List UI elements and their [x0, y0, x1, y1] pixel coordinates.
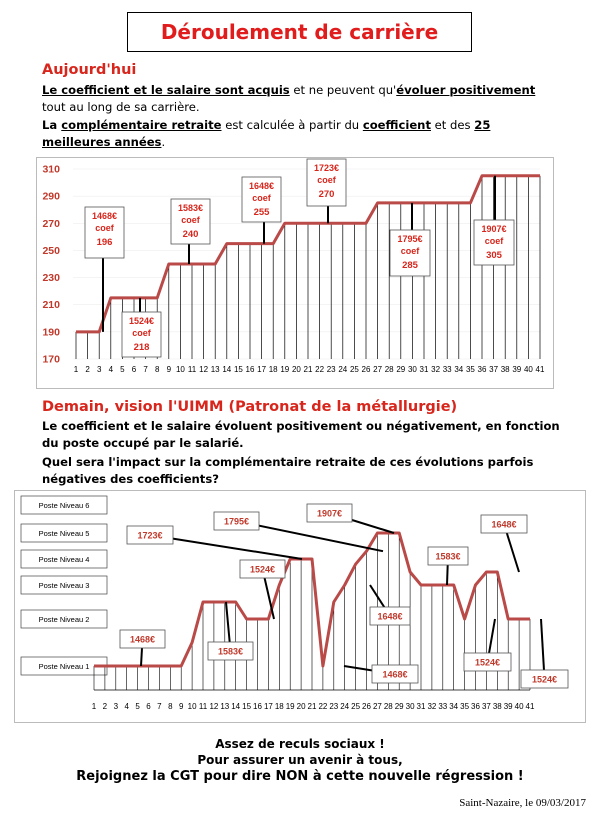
callout-coef-value: 240	[182, 229, 199, 240]
section2-paragraph2: Quel sera l'impact sur la complémentaire retraite de ces évolutions parfois négatives des coefficients?	[42, 455, 534, 486]
x-tick-label: 36	[471, 702, 480, 711]
callout-salary: 1524€	[531, 674, 558, 685]
x-tick-label: 10	[175, 365, 185, 374]
x-tick-label: 18	[274, 702, 284, 711]
x-tick-label: 12	[199, 365, 209, 374]
callout-coef-label: coef	[95, 223, 114, 233]
callout-salary: 1648€	[248, 181, 275, 191]
callout-salary: 1795€	[223, 516, 250, 527]
x-tick-label: 16	[245, 365, 255, 374]
signature: Saint-Nazaire, le 09/03/2017	[459, 797, 586, 809]
footer-line2: Pour assurer un avenir à tous,	[197, 753, 403, 767]
footer-line3: Rejoignez la CGT pour dire NON à cette nouvelle régression !	[76, 769, 524, 784]
callout-coef-label: coef	[252, 193, 271, 203]
y-tick-label: 210	[42, 299, 60, 312]
x-tick-label: 29	[396, 365, 406, 374]
x-tick-label: 41	[525, 702, 535, 711]
x-tick-label: 21	[303, 365, 313, 374]
x-tick-label: 23	[326, 365, 336, 374]
callout-salary: 1468€	[382, 669, 408, 680]
p1-text2: tout au long de sa carrière.	[42, 100, 200, 114]
callout-salary: 1524€	[249, 564, 276, 575]
x-tick-label: 29	[394, 702, 404, 711]
callout-salary: 1795€	[397, 234, 423, 244]
x-tick-label: 19	[285, 702, 295, 711]
x-tick-label: 14	[222, 365, 232, 374]
x-tick-label: 4	[108, 365, 114, 374]
x-tick-label: 37	[489, 365, 499, 374]
x-tick-label: 10	[187, 702, 197, 711]
callout-salary: 1583€	[217, 646, 244, 657]
level-label: Poste Niveau 4	[38, 555, 90, 564]
x-tick-label: 35	[460, 702, 470, 711]
callout-salary: 1524€	[474, 657, 501, 668]
x-tick-label: 24	[340, 702, 350, 711]
level-label: Poste Niveau 3	[38, 581, 90, 590]
callout-coef-value: 305	[486, 250, 502, 261]
x-tick-label: 13	[210, 365, 220, 374]
callout-salary: 1723€	[313, 163, 340, 173]
x-tick-label: 31	[416, 702, 426, 711]
x-tick-label: 33	[438, 702, 448, 711]
x-tick-label: 35	[465, 365, 475, 374]
x-tick-label: 19	[280, 365, 290, 374]
callout-coef-value: 285	[402, 260, 418, 271]
x-tick-label: 22	[318, 702, 328, 711]
x-tick-label: 27	[373, 365, 383, 374]
p2-text4: .	[161, 135, 166, 149]
x-tick-label: 38	[492, 702, 502, 711]
y-tick-label: 290	[42, 190, 60, 203]
x-tick-label: 34	[449, 702, 459, 711]
p1-underline2: évoluer positivement	[396, 83, 536, 97]
x-tick-label: 6	[131, 365, 137, 374]
y-tick-label: 250	[42, 244, 60, 257]
x-tick-label: 23	[329, 702, 339, 711]
callout-coef-value: 196	[96, 237, 113, 248]
x-tick-label: 1	[91, 702, 97, 711]
x-tick-label: 30	[407, 365, 417, 374]
x-tick-label: 12	[209, 702, 219, 711]
x-tick-label: 17	[257, 365, 267, 374]
x-tick-label: 32	[431, 365, 441, 374]
callout-salary: 1723€	[137, 530, 163, 541]
x-tick-label: 16	[253, 702, 262, 711]
x-tick-label: 33	[442, 365, 452, 374]
level-label: Poste Niveau 1	[38, 662, 90, 671]
x-tick-label: 39	[503, 702, 513, 711]
p2-text2: est calculée à partir du	[221, 118, 363, 132]
x-tick-label: 40	[514, 702, 524, 711]
x-tick-label: 27	[372, 702, 382, 711]
callout-salary: 1648€	[491, 519, 517, 530]
x-tick-label: 3	[113, 702, 119, 711]
y-tick-label: 310	[42, 163, 60, 176]
x-tick-label: 37	[481, 702, 491, 711]
x-tick-label: 3	[96, 365, 102, 374]
page-title: Déroulement de carrière	[160, 20, 439, 44]
x-tick-label: 40	[523, 365, 533, 374]
y-tick-label: 270	[42, 217, 60, 230]
title-box	[127, 12, 472, 52]
p2-text3: et des	[430, 118, 475, 132]
section1-paragraph1	[42, 82, 562, 116]
chart-today	[36, 157, 554, 389]
x-tick-label: 2	[102, 702, 108, 711]
p1-text1: et ne peuvent qu'	[289, 83, 397, 97]
callout-coef-label: coef	[132, 328, 151, 338]
x-tick-label: 11	[187, 365, 197, 374]
x-tick-label: 11	[198, 702, 208, 711]
x-tick-label: 4	[124, 702, 129, 711]
y-tick-label: 190	[42, 326, 60, 339]
callout-salary: 1468€	[129, 634, 156, 645]
p2-underline1: complémentaire retraite	[61, 118, 222, 132]
x-tick-label: 15	[233, 365, 243, 374]
callout-salary: 1524€	[128, 316, 155, 326]
x-tick-label: 24	[338, 365, 348, 374]
section1-paragraph2	[42, 117, 562, 151]
level-label: Poste Niveau 2	[38, 615, 90, 624]
p2-underline3: 25 meilleures années	[42, 118, 491, 149]
p2-underline2: coefficient	[362, 118, 431, 132]
x-tick-label: 17	[263, 702, 273, 711]
x-tick-label: 15	[242, 702, 252, 711]
x-tick-label: 28	[384, 365, 394, 374]
x-tick-label: 8	[168, 702, 173, 711]
x-tick-label: 7	[143, 365, 148, 374]
section2-heading: Demain, vision l'UIMM (Patronat de la métallurgie)	[42, 399, 458, 415]
x-tick-label: 34	[454, 365, 464, 374]
callout-coef-value: 255	[253, 207, 270, 218]
x-tick-label: 6	[146, 702, 151, 711]
callout-coef-label: coef	[484, 236, 504, 246]
x-tick-label: 41	[535, 365, 545, 374]
p1-underline1: Le coefficient et le salaire sont acquis	[42, 83, 290, 97]
y-tick-label: 230	[42, 272, 60, 285]
p2-text1: La	[42, 118, 62, 132]
x-tick-label: 28	[383, 702, 393, 711]
callout-salary: 1907€	[316, 508, 343, 519]
x-tick-label: 9	[166, 365, 172, 374]
callout-salary: 1468€	[91, 211, 118, 221]
x-tick-label: 21	[307, 702, 317, 711]
callout-coef-label: coef	[181, 215, 200, 225]
x-tick-label: 38	[500, 365, 510, 374]
callout-coef-value: 218	[133, 342, 150, 353]
x-tick-label: 14	[231, 702, 241, 711]
level-label: Poste Niveau 6	[38, 501, 90, 510]
x-tick-label: 7	[157, 702, 162, 711]
chart-tomorrow	[14, 490, 586, 723]
x-tick-label: 36	[477, 365, 487, 374]
x-tick-label: 25	[351, 702, 361, 711]
x-tick-label: 25	[349, 365, 359, 374]
x-tick-label: 5	[135, 702, 140, 711]
x-tick-label: 30	[405, 702, 415, 711]
callout-salary: 1907€	[481, 224, 507, 234]
x-tick-label: 5	[120, 365, 125, 374]
x-tick-label: 39	[512, 365, 522, 374]
callout-coef-value: 270	[318, 189, 335, 200]
x-tick-label: 9	[178, 702, 184, 711]
x-tick-label: 8	[154, 365, 160, 374]
callout-salary: 1583€	[435, 551, 461, 562]
section2-paragraph1: Le coefficient et le salaire évoluent positivement ou négativement, en fonction du poste occupé par le salarié.	[42, 419, 560, 450]
level-label: Poste Niveau 5	[38, 529, 90, 538]
y-tick-label: 170	[42, 353, 60, 366]
callout-salary: 1648€	[377, 611, 403, 622]
section1-heading: Aujourd'hui	[42, 62, 137, 78]
x-tick-label: 18	[268, 365, 278, 374]
x-tick-label: 26	[362, 702, 371, 711]
callout-coef-label: coef	[400, 246, 420, 256]
x-tick-label: 1	[73, 365, 79, 374]
x-tick-label: 22	[315, 365, 325, 374]
x-tick-label: 31	[419, 365, 429, 374]
x-tick-label: 20	[291, 365, 301, 374]
x-tick-label: 2	[85, 365, 90, 374]
footer-line1: Assez de reculs sociaux !	[215, 737, 385, 751]
x-tick-label: 26	[361, 365, 371, 374]
callout-coef-label: coef	[317, 175, 336, 185]
callout-salary: 1583€	[177, 203, 204, 213]
x-tick-label: 32	[427, 702, 437, 711]
x-tick-label: 20	[296, 702, 306, 711]
x-tick-label: 13	[220, 702, 230, 711]
